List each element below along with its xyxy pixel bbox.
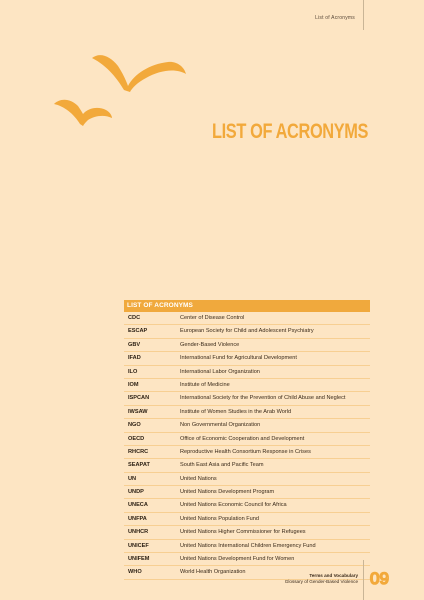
table-row	[124, 553, 370, 566]
acronym-cell: UNECA	[128, 502, 148, 509]
table-row	[124, 486, 370, 499]
page-title: LIST OF ACRONYMS	[211, 120, 368, 143]
definition-cell: Non Governmental Organization	[180, 422, 261, 429]
table-row	[124, 366, 370, 379]
definition-cell: United Nations	[180, 475, 217, 482]
definition-cell: Gender-Based Violence	[180, 341, 240, 348]
table-row	[124, 433, 370, 446]
acronym-cell: WHO	[128, 569, 142, 576]
acronym-cell: UN	[128, 475, 137, 482]
running-head: List of Acronyms	[315, 15, 355, 21]
acronym-cell: UNICEF	[128, 542, 149, 549]
definition-cell: United Nations Economic Council for Africa	[180, 502, 287, 509]
definition-cell: International Labor Organization	[180, 368, 260, 375]
definition-cell: Office of Economic Cooperation and Development	[180, 435, 305, 442]
table-row	[124, 325, 370, 338]
definition-cell: Institute of Medicine	[180, 381, 230, 388]
definition-cell: United Nations Higher Commissioner for Refugees	[180, 529, 306, 536]
birds-illustration	[0, 0, 424, 140]
table-row	[124, 419, 370, 432]
table-body	[124, 312, 370, 580]
definition-cell: International Fund for Agricultural Development	[180, 355, 297, 362]
acronym-cell: CDC	[128, 315, 141, 321]
bird-icon	[54, 100, 112, 126]
definition-cell: United Nations Development Fund for Women	[180, 556, 295, 563]
footer-text	[285, 573, 358, 584]
table-row	[124, 379, 370, 392]
definition-cell: Center of Disease Control	[180, 315, 245, 321]
acronym-cell: IOM	[128, 381, 139, 388]
acronym-cell: UNHCR	[128, 529, 149, 536]
table-row	[124, 446, 370, 459]
acronyms-table	[124, 300, 370, 580]
acronym-cell: UNDP	[128, 489, 144, 496]
acronym-cell: IWSAW	[128, 408, 148, 415]
definition-cell: South East Asia and Pacific Team	[180, 462, 264, 469]
table-row	[124, 526, 370, 539]
acronym-cell: ILO	[128, 368, 138, 375]
table-header: LIST OF ACRONYMS	[124, 300, 370, 312]
acronym-cell: UNFPA	[128, 515, 147, 522]
table-row	[124, 406, 370, 419]
acronym-cell: UNIFEM	[128, 556, 150, 563]
table-row	[124, 392, 370, 405]
acronym-cell: IFAD	[128, 355, 141, 362]
acronym-cell: NGO	[128, 422, 141, 429]
acronym-cell: OECD	[128, 435, 145, 442]
footer-rule	[363, 560, 364, 600]
definition-cell: World Health Organization	[180, 569, 246, 576]
definition-cell: Reproductive Health Consortium Response in Crises	[180, 448, 311, 455]
footer-line-2: Glossary of Gender-Based Violence	[284, 578, 358, 584]
page-number	[370, 566, 389, 588]
definition-cell: United Nations International Children Emergency Fund	[180, 542, 316, 549]
table-row	[124, 459, 370, 472]
acronym-cell: RHCRC	[128, 448, 149, 455]
footer-line-1: Terms and Vocabulary	[309, 573, 358, 578]
acronym-cell: ISPCAN	[128, 395, 150, 402]
acronym-cell: ESCAP	[128, 328, 148, 335]
acronym-cell: GBV	[128, 341, 141, 348]
acronym-cell: SEAPAT	[128, 462, 150, 469]
definition-cell: European Society for Child and Adolescent Psychiatry	[180, 328, 314, 335]
table-row	[124, 352, 370, 365]
bird-icon	[92, 55, 186, 92]
table-row	[124, 540, 370, 553]
definition-cell: International Society for the Prevention of Child Abuse and Neglect	[180, 395, 346, 402]
definition-cell: United Nations Development Program	[180, 489, 275, 496]
table-row	[124, 312, 370, 325]
table-row	[124, 339, 370, 352]
definition-cell: United Nations Population Fund	[180, 515, 259, 522]
table-row	[124, 473, 370, 486]
table-row	[124, 513, 370, 526]
table-row	[124, 499, 370, 512]
page-number-text: 09	[370, 569, 389, 588]
definition-cell: Institute of Women Studies in the Arab World	[180, 408, 292, 415]
